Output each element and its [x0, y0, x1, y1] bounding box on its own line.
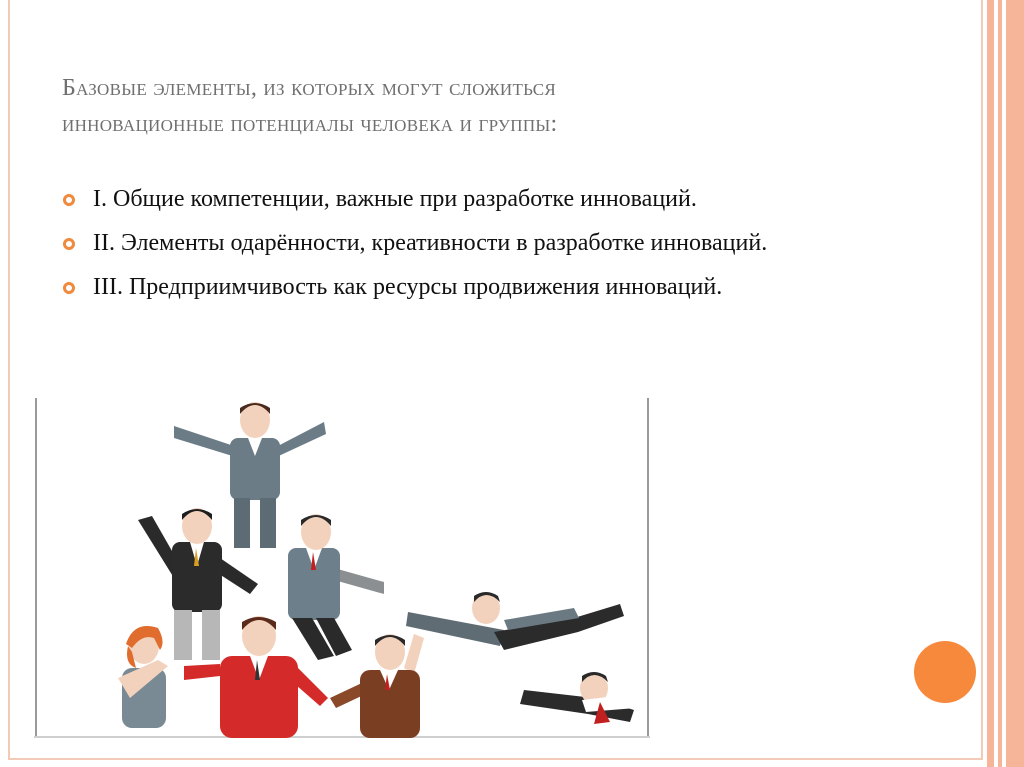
- person-bottom-far-right-figure: [520, 672, 636, 724]
- person-flying-figure: [406, 592, 624, 650]
- person-middle-right-figure: [288, 514, 384, 660]
- bullet-ring-icon: [63, 238, 75, 250]
- list-item: [63, 270, 923, 304]
- decorative-orange-circle: [914, 641, 976, 703]
- bullet-ring-icon: [63, 282, 75, 294]
- decorative-stripe: [987, 0, 994, 767]
- decorative-stripe: [1006, 0, 1024, 767]
- list-item: [63, 182, 923, 216]
- bullet-text: II. Элементы одарённости, креативности в разработке инноваций.: [93, 230, 768, 256]
- person-bottom-woman-figure: [118, 626, 168, 728]
- bullet-list: [63, 182, 923, 314]
- decorative-stripe: [998, 0, 1002, 767]
- business-people-pyramid-illustration: [34, 398, 650, 738]
- slide-title: [62, 70, 942, 142]
- bullet-text: III. Предприимчивость как ресурсы продвижения инноваций.: [93, 274, 723, 300]
- title-line-1: Базовые элементы, из которых могут сложиться: [62, 75, 557, 101]
- bullet-ring-icon: [63, 194, 75, 206]
- bullet-text: I. Общие компетенции, важные при разработке инноваций.: [93, 186, 697, 212]
- title-line-2: инновационные потенциалы человека и группы:: [62, 111, 558, 137]
- list-item: [63, 226, 923, 260]
